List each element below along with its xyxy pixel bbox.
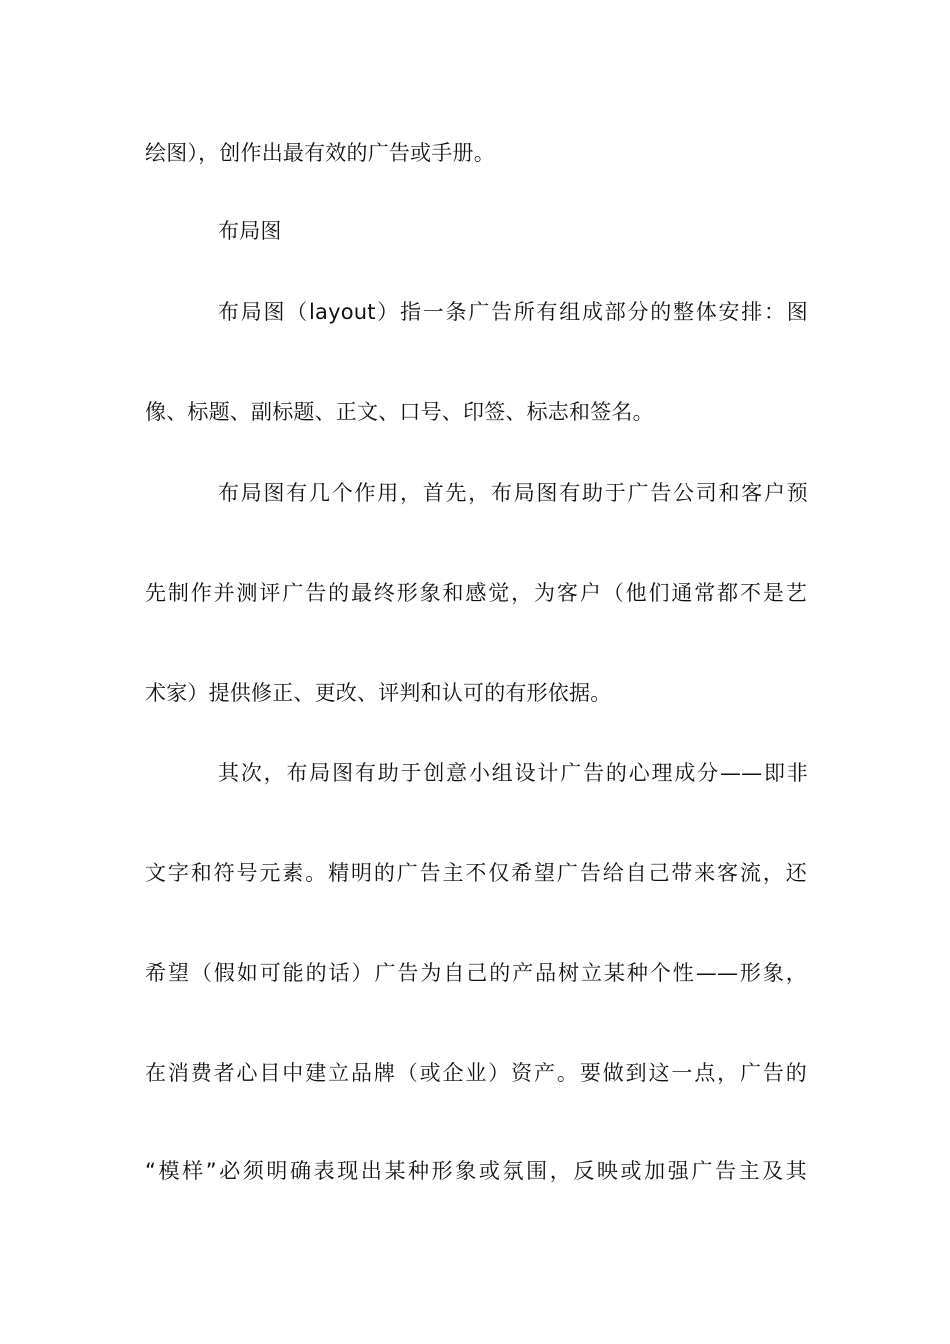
paragraph-line: 希望（假如可能的话）广告为自己的产品树立某种个性——形象， xyxy=(145,961,807,985)
paragraph-line: 在消费者心目中建立品牌（或企业）资产。要做到这一点，广告的 xyxy=(145,1061,807,1085)
paragraph-line: “模样”必须明确表现出某种形象或氛围，反映或加强广告主及其 xyxy=(145,1159,807,1183)
paragraph-line: 布局图有几个作用，首先，布局图有助于广告公司和客户预 xyxy=(218,481,808,505)
section-heading: 布局图 xyxy=(218,219,282,243)
paragraph-line: 其次，布局图有助于创意小组设计广告的心理成分——即非 xyxy=(218,761,808,785)
paragraph-line: 文字和符号元素。精明的广告主不仅希望广告给自己带来客流，还 xyxy=(145,861,807,885)
paragraph-line: 先制作并测评广告的最终形象和感觉，为客户（他们通常都不是艺 xyxy=(145,581,807,605)
paragraph-line: 绘图），创作出最有效的广告或手册。 xyxy=(145,141,495,165)
paragraph-line: 像、标题、副标题、正文、口号、印签、标志和签名。 xyxy=(145,400,654,424)
paragraph-line: 术家）提供修正、更改、评判和认可的有形依据。 xyxy=(145,681,612,705)
paragraph-line: 布局图（layout）指一条广告所有组成部分的整体安排：图 xyxy=(218,300,808,324)
